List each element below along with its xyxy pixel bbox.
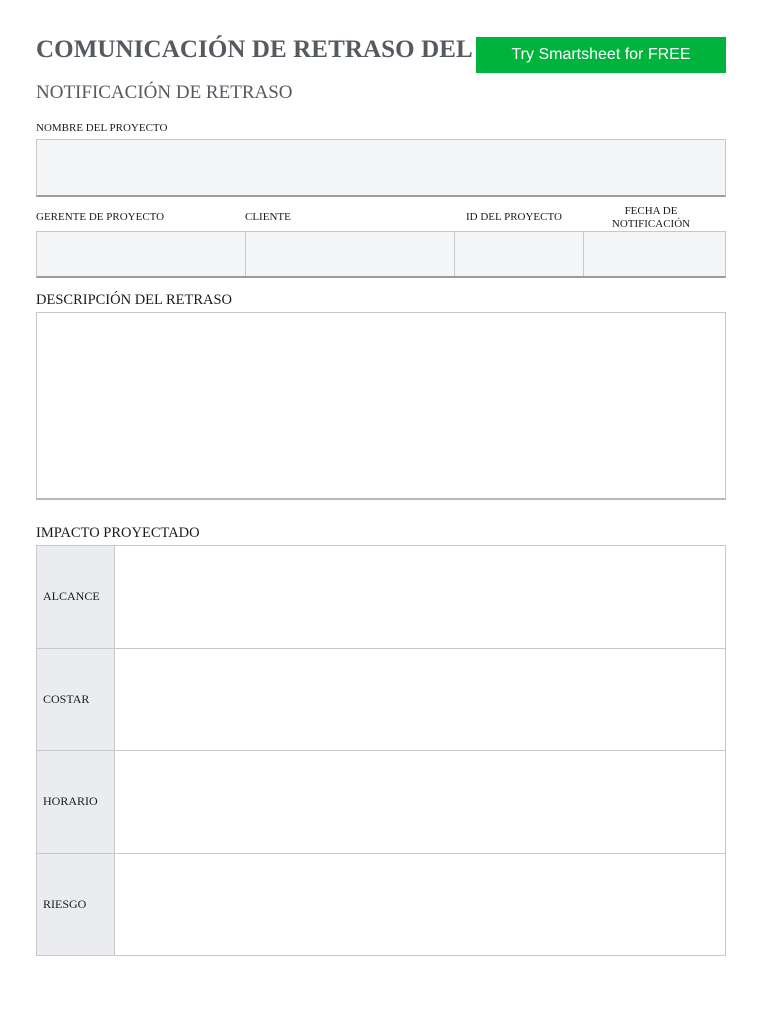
impact-value-risk[interactable] xyxy=(115,854,725,956)
impact-value-cost[interactable] xyxy=(115,649,725,751)
projected-impact-label: IMPACTO PROYECTADO xyxy=(36,525,200,541)
project-id-field[interactable] xyxy=(455,232,584,276)
project-name-field[interactable] xyxy=(36,139,726,197)
project-name-label: NOMBRE DEL PROYECTO xyxy=(36,122,168,134)
impact-row-risk xyxy=(37,854,725,956)
delay-description-label: DESCRIPCIÓN DEL RETRASO xyxy=(36,292,233,308)
client-field[interactable] xyxy=(246,232,455,276)
impact-label-risk: RIESGO xyxy=(37,854,115,956)
impact-label-schedule: HORARIO xyxy=(37,751,115,853)
impact-label-cost: COSTAR xyxy=(37,649,115,751)
notification-date-label-line2: NOTIFICACIÓN xyxy=(611,218,691,230)
impact-label-scope: ALCANCE xyxy=(37,546,115,648)
document-title: COMUNICACIÓN DE RETRASO DEL xyxy=(36,36,473,63)
client-label: CLIENTE xyxy=(245,211,291,223)
impact-row-scope xyxy=(37,546,725,649)
notification-date-field[interactable] xyxy=(584,232,725,276)
impact-value-scope[interactable] xyxy=(115,546,725,648)
project-manager-label: GERENTE DE PROYECTO xyxy=(36,211,165,223)
try-smartsheet-button[interactable]: Try Smartsheet for FREE xyxy=(476,37,726,73)
delay-description-field[interactable] xyxy=(36,312,726,500)
notification-date-label xyxy=(584,205,718,231)
projected-impact-table xyxy=(36,545,726,956)
project-id-label: ID DEL PROYECTO xyxy=(466,211,562,223)
document-subtitle: NOTIFICACIÓN DE RETRASO xyxy=(36,82,293,103)
project-manager-field[interactable] xyxy=(37,232,246,276)
impact-row-cost xyxy=(37,649,725,752)
impact-row-schedule xyxy=(37,751,725,854)
impact-value-schedule[interactable] xyxy=(115,751,725,853)
project-info-row xyxy=(36,231,726,278)
notification-date-label-line1: FECHA DE xyxy=(624,205,678,217)
